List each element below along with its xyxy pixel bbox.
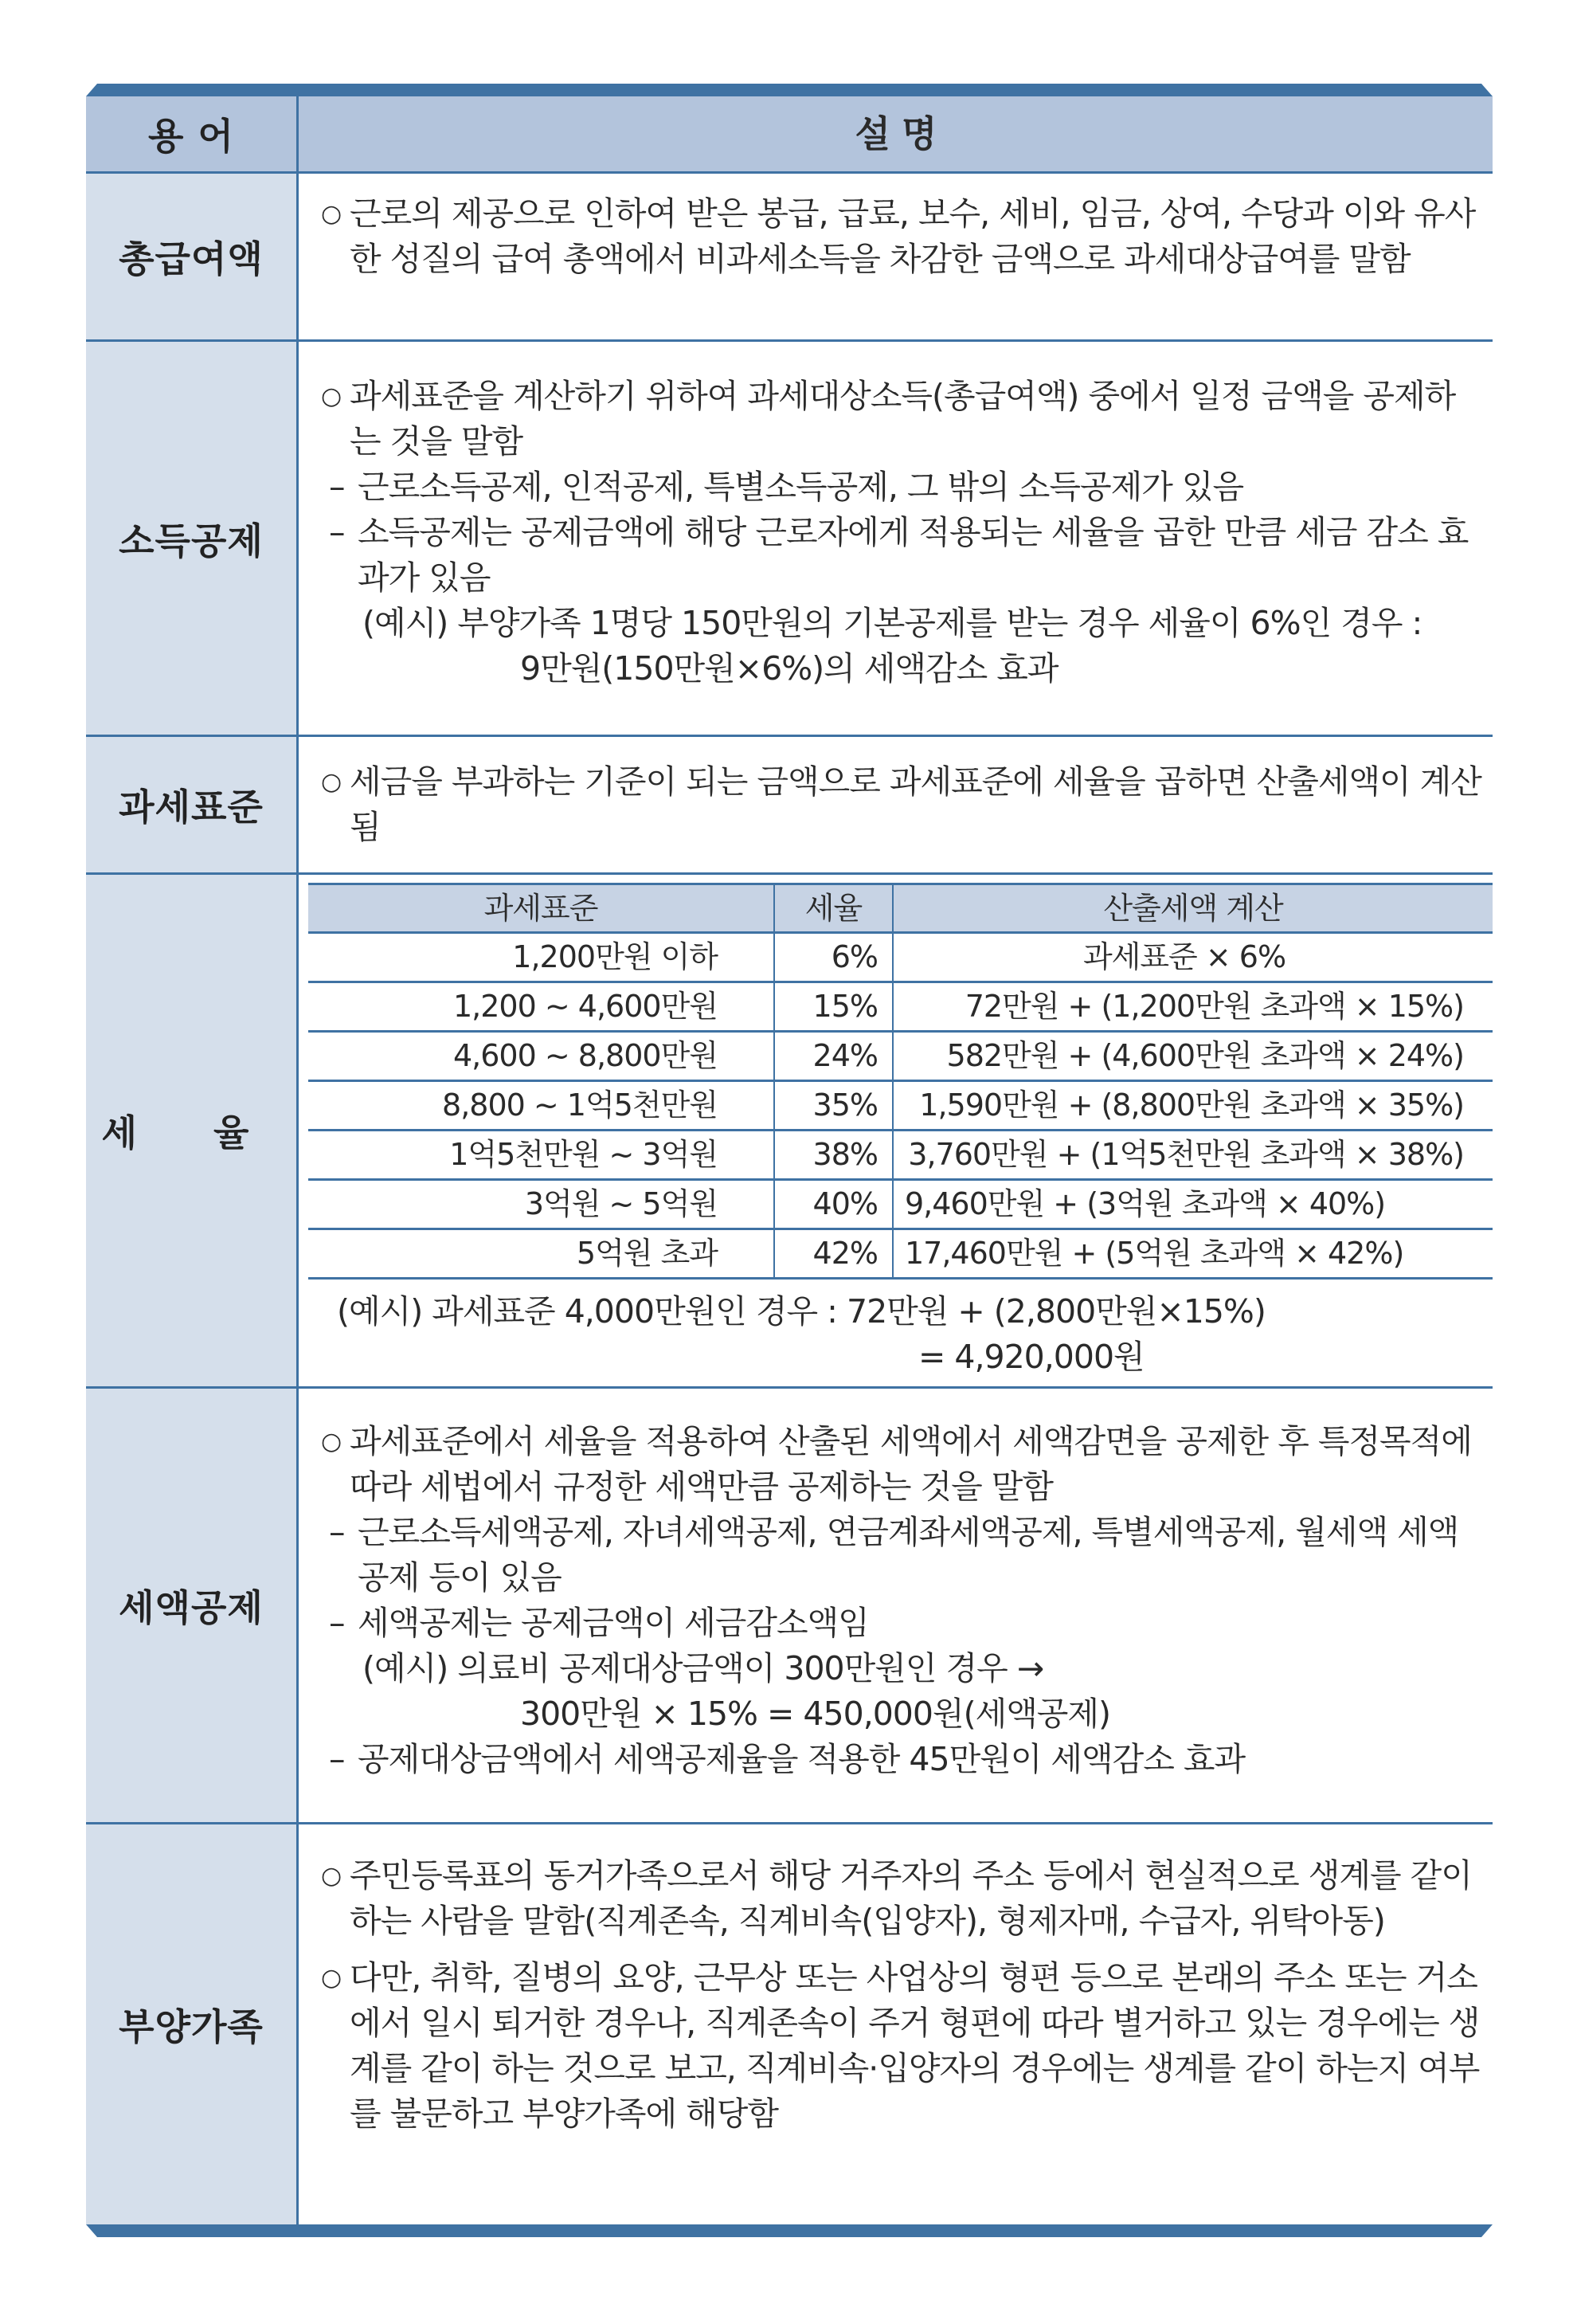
circle-bullet-icon: ○	[321, 200, 342, 228]
example-line: 9만원(150만원×6%)의 세액감소 효과	[520, 649, 1059, 688]
table-row: 8,800 ~ 1억5천만원 35% 1,590만원 + (8,800만원 초과액 × 35%)	[308, 1081, 1493, 1131]
row-dependents	[86, 1824, 1493, 2224]
bullet-item: ○ 근로의 제공으로 인하여 받은 봉급, 급료, 보수, 세비, 임금, 상여, 수당과 이와 유사한 성질의 급여 총액에서 비과세소득을 차감한 금액으로 과세대상급여를 말함	[321, 191, 1485, 282]
tax-table-header: 과세표준 세율 산출세액 계산	[308, 884, 1493, 933]
dash-icon: –	[329, 1740, 345, 1778]
dash-icon: –	[329, 1513, 345, 1551]
term-label: 부양가족	[86, 1824, 299, 2224]
tax-rate-table	[308, 883, 1493, 1280]
term-label: 과세표준	[86, 737, 299, 872]
table-row: 1,200 ~ 4,600만원 15% 72만원 + (1,200만원 초과액 × 15%)	[308, 982, 1493, 1032]
term-label: 세액공제	[86, 1389, 299, 1822]
example-line: (예시) 의료비 공제대상금액이 300만원인 경우 →	[362, 1649, 1044, 1687]
table-top-bar	[86, 84, 1493, 96]
dash-item: – 소득공제는 공제금액에 해당 근로자에게 적용되는 세율을 곱한 만큼 세금 감소 효과가 있음	[321, 510, 1485, 601]
bullet-item: ○ 세금을 부과하는 기준이 되는 금액으로 과세표준에 세율을 곱하면 산출세액이 계산됨	[321, 759, 1485, 850]
circle-bullet-icon: ○	[321, 382, 342, 410]
dash-icon: –	[329, 1604, 345, 1642]
table-bottom-bar	[86, 2224, 1493, 2237]
example-line: (예시) 부양가족 1명당 150만원의 기본공제를 받는 경우 세율이 6%인 경우 :	[362, 604, 1422, 642]
row-gross-salary	[86, 174, 1493, 342]
circle-bullet-icon: ○	[321, 1428, 342, 1456]
dash-icon: –	[329, 513, 345, 551]
term-description	[299, 1824, 1493, 2224]
dash-item: – 공제대상금액에서 세액공제율을 적용한 45만원이 세액감소 효과	[321, 1737, 1485, 1782]
row-tax-rate	[86, 875, 1493, 1389]
term-label: 소득공제	[86, 342, 299, 735]
term-description	[299, 174, 1493, 339]
dash-item: – 근로소득세액공제, 자녀세액공제, 연금계좌세액공제, 특별세액공제, 월세액 세액공제 등이 있음	[321, 1510, 1485, 1601]
row-tax-base	[86, 737, 1493, 875]
table-row: 4,600 ~ 8,800만원 24% 582만원 + (4,600만원 초과액 × 24%)	[308, 1032, 1493, 1081]
bullet-item: ○ 과세표준에서 세율을 적용하여 산출된 세액에서 세액감면을 공제한 후 특정목적에 따라 세법에서 규정한 세액만큼 공제하는 것을 말함	[321, 1419, 1485, 1510]
bullet-item: ○ 다만, 취학, 질병의 요양, 근무상 또는 사업상의 형편 등으로 본래의 주소 또는 거소에서 일시 퇴거한 경우나, 직계존속이 주거 형편에 따라 별거하고 있는 경우에는 생계를 같이 하는 것으로 보고, 직계비속·입양자의 경우에는 생계를 같이 하는지 여부를 불문하고 부양가족에 해당함	[321, 1955, 1485, 2137]
term-description	[299, 875, 1493, 1386]
terms-table	[86, 84, 1493, 2237]
term-description	[299, 737, 1493, 872]
dash-item: – 세액공제는 공제금액이 세금감소액임	[321, 1601, 1485, 1646]
term-description	[299, 1389, 1493, 1822]
term-label: 세 율	[86, 875, 299, 1386]
circle-bullet-icon: ○	[321, 768, 342, 796]
bullet-item: ○ 과세표준을 계산하기 위하여 과세대상소득(총급여액) 중에서 일정 금액을 공제하는 것을 말함	[321, 374, 1485, 464]
bullet-item: ○ 주민등록표의 동거가족으로서 해당 거주자의 주소 등에서 현실적으로 생계를 같이 하는 사람을 말함(직계존속, 직계비속(입양자), 형제자매, 수급자, 위탁아동)	[321, 1853, 1485, 1944]
table-row: 1억5천만원 ~ 3억원 38% 3,760만원 + (1억5천만원 초과액 × 38%)	[308, 1131, 1493, 1180]
term-description	[299, 342, 1493, 735]
header-term: 용 어	[86, 96, 299, 171]
dash-item: – 근로소득공제, 인적공제, 특별소득공제, 그 밖의 소득공제가 있음	[321, 464, 1485, 510]
term-label: 총급여액	[86, 174, 299, 339]
dash-icon: –	[329, 468, 345, 506]
header-description: 설 명	[299, 96, 1493, 171]
table-header-row	[86, 96, 1493, 174]
tax-rate-example: (예시) 과세표준 4,000만원인 경우 : 72만원 + (2,800만원×15%) = 4,920,000원	[337, 1292, 1266, 1376]
circle-bullet-icon: ○	[321, 1862, 342, 1890]
circle-bullet-icon: ○	[321, 1964, 342, 1992]
row-income-deduction	[86, 342, 1493, 737]
table-row: 5억원 초과 42% 17,460만원 + (5억원 초과액 × 42%)	[308, 1229, 1493, 1279]
row-tax-credit	[86, 1389, 1493, 1824]
example-line: 300만원 × 15% = 450,000원(세액공제)	[520, 1695, 1111, 1733]
table-row: 1,200만원 이하 6% 과세표준 × 6%	[308, 933, 1493, 982]
table-row: 3억원 ~ 5억원 40% 9,460만원 + (3억원 초과액 × 40%)	[308, 1180, 1493, 1229]
